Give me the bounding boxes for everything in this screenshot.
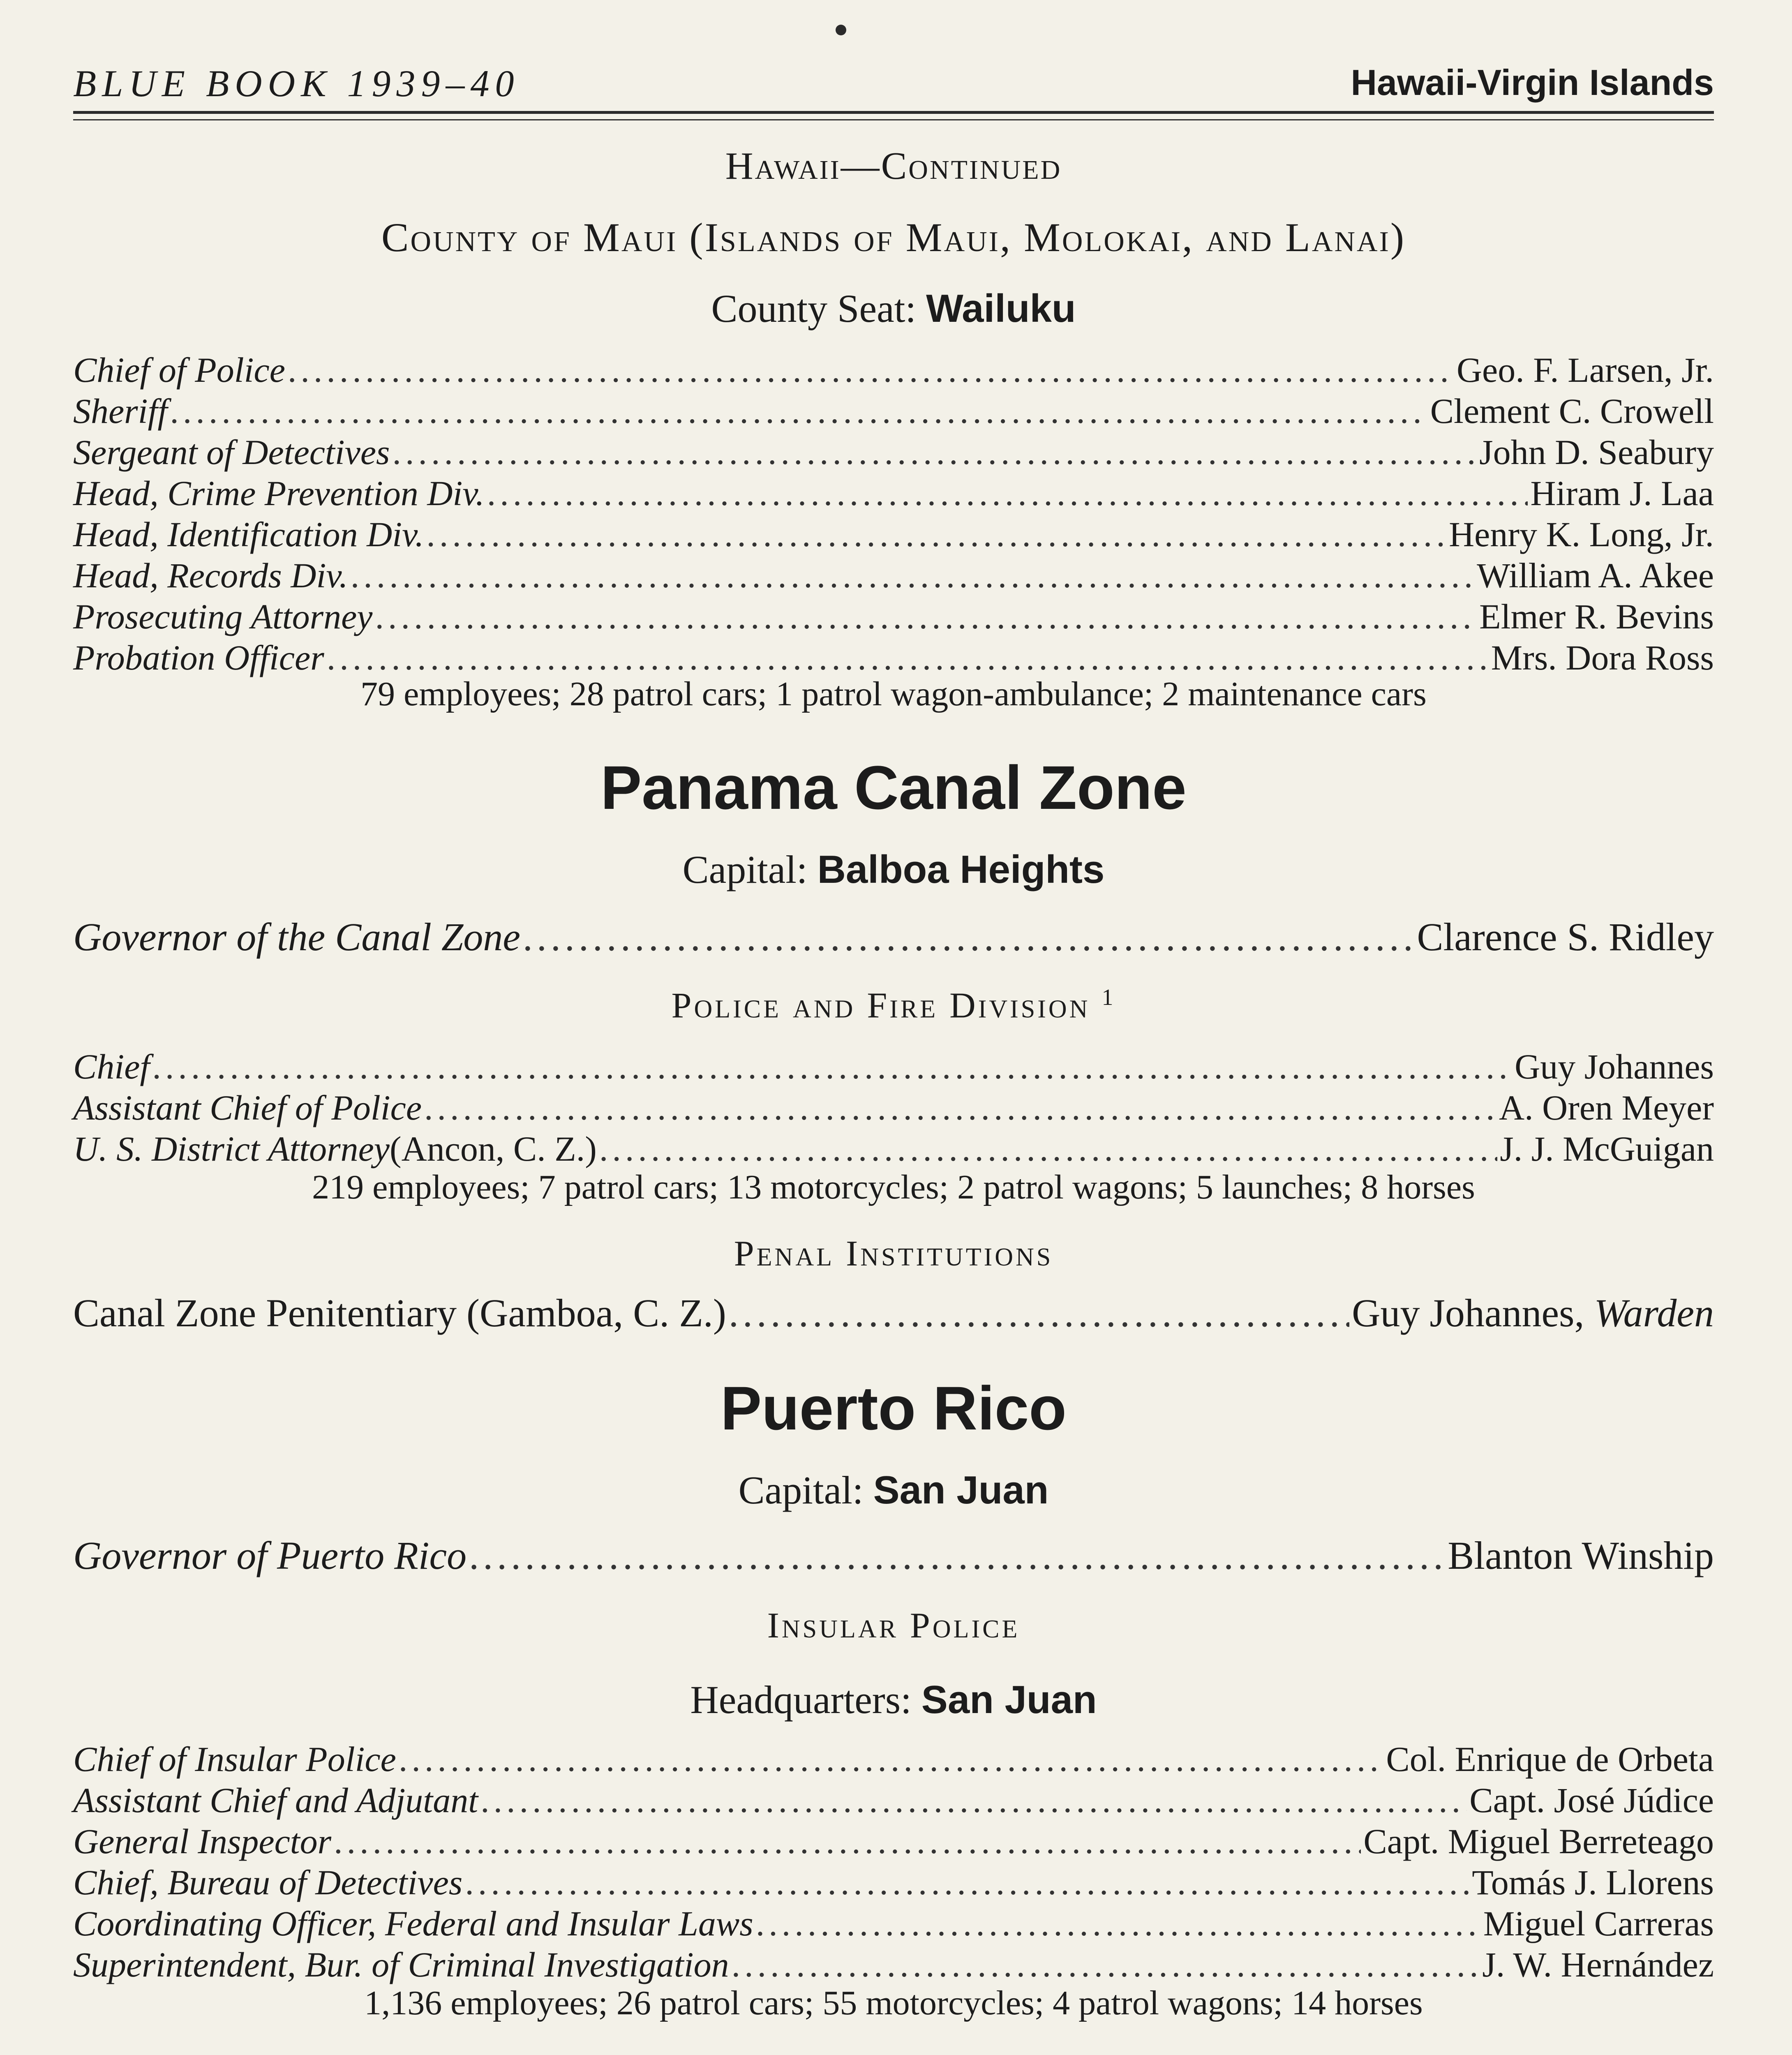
panama-title: Panama Canal Zone: [600, 753, 1187, 822]
panama-entry: U. S. District Attorney (Ancon, C. Z.) ..... J. J. McGuigan: [73, 1128, 1714, 1169]
county-heading: County of Maui (Islands of Maui, Molokai, and Lanai): [381, 215, 1406, 260]
header-section: Hawaii-Virgin Islands: [1351, 62, 1714, 103]
penal-institutions-heading: Penal Institutions: [734, 1234, 1053, 1274]
county-seat: [73, 286, 1714, 331]
maui-entry: Prosecuting Attorney ..... Elmer R. Bevins: [73, 596, 1714, 637]
puerto-rico-entry: Chief of Insular Police ..... Col. Enrique de Orbeta: [73, 1739, 1714, 1780]
panama-entry: Assistant Chief of Police ..... A. Oren Meyer: [73, 1087, 1714, 1128]
county-seat-name: Wailuku: [926, 286, 1076, 330]
footnote-marker: 1: [1102, 985, 1116, 1010]
insular-police-heading: Insular Police: [767, 1606, 1020, 1646]
panama-stats: 219 employees; 7 patrol cars; 13 motorcycles; 2 patrol wagons; 5 launches; 8 horses: [312, 1168, 1475, 1206]
maui-entry: Head, Identification Div. ..... Henry K. Long, Jr.: [73, 514, 1714, 555]
puerto-rico-entry: General Inspector ..... Capt. Miguel Berreteago: [73, 1821, 1714, 1862]
document-page: [73, 0, 1714, 2055]
ink-dot: [836, 25, 846, 35]
puerto-rico-capital: Capital: San Juan: [738, 1468, 1049, 1512]
running-header: [73, 62, 1714, 115]
maui-entry: Sergeant of Detectives ..... John D. Seabury: [73, 432, 1714, 473]
puerto-rico-entry: Chief, Bureau of Detectives ..... Tomás J. Llorens: [73, 1862, 1714, 1903]
panama-entry: Chief ..... Guy Johannes: [73, 1046, 1714, 1087]
maui-entry: Head, Records Div. ..... William A. Akee: [73, 555, 1714, 596]
penal-entry: Canal Zone Penitentiary (Gamboa, C. Z.) ..... Guy Johannes, Warden: [73, 1291, 1714, 1336]
hawaii-continued-heading: Hawaii—Continued: [725, 145, 1062, 187]
puerto-rico-entry: Coordinating Officer, Federal and Insular Laws ..... Miguel Carreras: [73, 1903, 1714, 1944]
header-rule-thick: [73, 111, 1714, 114]
header-book-title: BLUE BOOK 1939–40: [73, 62, 520, 104]
puerto-rico-governor: Governor of Puerto Rico ..... Blanton Winship: [73, 1533, 1714, 1578]
panama-capital: Capital: Balboa Heights: [682, 847, 1105, 891]
maui-entry: Head, Crime Prevention Div. ..... Hiram J. Laa: [73, 473, 1714, 514]
puerto-rico-stats: 1,136 employees; 26 patrol cars; 55 motorcycles; 4 patrol wagons; 14 horses: [364, 1984, 1423, 2022]
puerto-rico-title: Puerto Rico: [720, 1374, 1067, 1443]
puerto-rico-entry: Superintendent, Bur. of Criminal Investigation ..... J. W. Hernández: [73, 1944, 1714, 1985]
maui-entry: Probation Officer ..... Mrs. Dora Ross: [73, 637, 1714, 678]
maui-entry: Sheriff ..... Clement C. Crowell: [73, 390, 1714, 432]
police-fire-division-heading: Police and Fire Division $^1$: [671, 985, 1116, 1026]
puerto-rico-entry: Assistant Chief and Adjutant ..... Capt. José Júdice: [73, 1780, 1714, 1821]
maui-stats: 79 employees; 28 patrol cars; 1 patrol wagon-ambulance; 2 maintenance cars: [360, 675, 1427, 713]
panama-governor: Governor of the Canal Zone ..... Clarence S. Ridley: [73, 914, 1714, 960]
county-seat-label: County Seat:: [711, 286, 926, 330]
headquarters: Headquarters: San Juan: [690, 1678, 1097, 1722]
header-rule-thin: [73, 119, 1714, 120]
maui-entry: Chief of Police ..... Geo. F. Larsen, Jr.: [73, 349, 1714, 390]
